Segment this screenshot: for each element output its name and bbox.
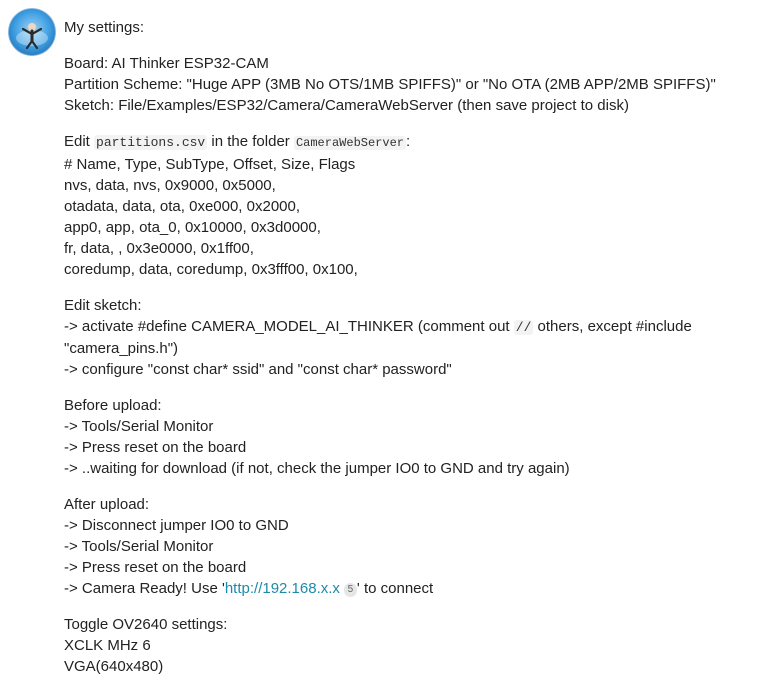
camera-url-link[interactable]: http://192.168.x.x [224,580,340,597]
camera-ready-suffix: ' to connect [356,580,434,597]
after-upload-step: -> Tools/Serial Monitor [64,538,214,555]
link-click-count-badge: 5 [344,583,357,597]
partitions-file-code: partitions.csv [96,135,206,150]
intro-text: My settings: [64,19,145,36]
before-upload-step: -> Press reset on the board [64,439,247,456]
partition-scheme-line: Partition Scheme: "Huge APP (3MB No OTS/1MB SPIFFS)" or "No OTA (2MB APP/2MB SPIFFS)" [64,76,716,93]
configure-instruction: -> configure "const char* ssid" and "const char* password" [64,361,452,378]
partition-row: app0, app, ota_0, 0x10000, 0x3d0000, [64,219,321,236]
partitions-section [64,131,754,280]
define-suffix: others, except #include "camera_pins.h") [64,318,692,357]
partition-row: # Name, Type, SubType, Offset, Size, Flags [64,156,356,173]
after-upload-step: -> Press reset on the board [64,559,247,576]
before-upload-heading: Before upload: [64,397,162,414]
partitions-prefix: Edit [64,133,95,150]
partitions-middle: in the folder [207,133,294,150]
partitions-instruction [64,131,754,154]
partition-row: otadata, data, ota, 0xe000, 0x2000, [64,198,301,215]
camera-ready-line [64,578,754,599]
post-body [64,17,754,692]
intro-paragraph [64,17,754,38]
toggle-item: XCLK MHz 6 [64,637,151,654]
after-upload-heading: After upload: [64,496,150,513]
folder-name-code: CameraWebServer [295,136,404,150]
toggle-heading: Toggle OV2640 settings: [64,616,228,633]
toggle-item: VGA(640x480) [64,658,164,675]
before-upload-step: -> Tools/Serial Monitor [64,418,214,435]
partitions-suffix: : [405,133,411,150]
after-upload-section [64,494,754,599]
edit-sketch-section [64,295,754,380]
partition-row: fr, data, , 0x3e0000, 0x1ff00, [64,240,254,257]
after-upload-step: -> Disconnect jumper IO0 to GND [64,517,289,534]
partition-row: nvs, data, nvs, 0x9000, 0x5000, [64,177,276,194]
comment-code: // [515,320,532,335]
partition-row: coredump, data, coredump, 0x3fff00, 0x100, [64,261,358,278]
board-line: Board: AI Thinker ESP32-CAM [64,55,269,72]
user-avatar-icon[interactable] [8,8,56,56]
before-upload-step: -> ..waiting for download (if not, check the jumper IO0 to GND and try again) [64,460,570,477]
sketch-line: Sketch: File/Examples/ESP32/Camera/CameraWebServer (then save project to disk) [64,97,629,114]
edit-sketch-heading: Edit sketch: [64,297,142,314]
board-settings [64,53,754,116]
camera-ready-prefix: -> Camera Ready! Use ' [64,580,225,597]
before-upload-section [64,395,754,479]
define-prefix: -> activate #define CAMERA_MODEL_AI_THINKER (comment out [64,318,514,335]
define-instruction [64,316,754,359]
toggle-section [64,614,754,677]
